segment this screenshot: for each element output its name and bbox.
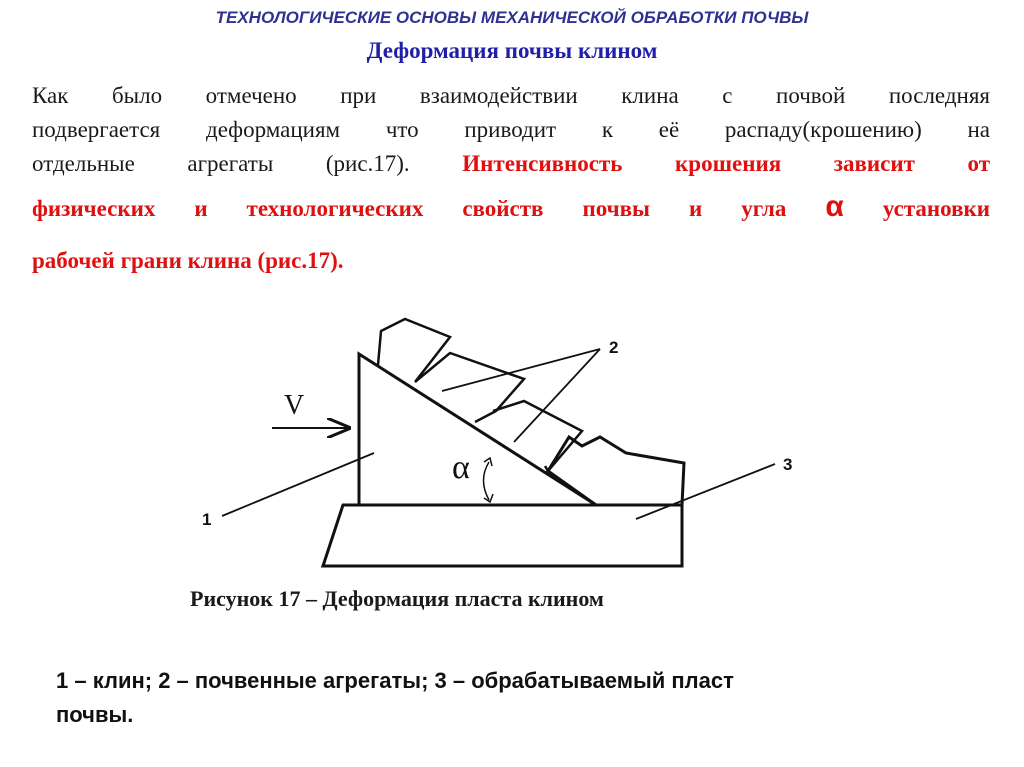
legend-line-1: 1 – клин; 2 – почвенные агрегаты; 3 – обрабатываемый пласт [56, 668, 734, 693]
slide-header: ТЕХНОЛОГИЧЕСКИЕ ОСНОВЫ МЕХАНИЧЕСКОЙ ОБРАБОТКИ ПОЧВЫ [215, 8, 809, 27]
leader-line-2a [442, 349, 600, 391]
angle-arc [484, 462, 490, 500]
figure-label-3: 3 [783, 455, 793, 474]
emphasis-text: установки [882, 196, 991, 221]
paragraph-line-2: подвергается деформациям что приводит к её распаду(крошению) на [32, 117, 990, 142]
soil-layer-base [323, 505, 682, 566]
figure-caption: Рисунок 17 – Деформация пласта клином [190, 586, 604, 611]
paragraph-plain-text: отдельные агрегаты (рис.17). [32, 151, 410, 176]
figure-label-2: 2 [609, 338, 619, 357]
emphasis-text: рабочей грани клина (рис.17). [32, 248, 344, 273]
emphasis-text: физических и технологических свойств почвы и угла [32, 196, 787, 221]
angle-label: α [452, 449, 470, 486]
soil-aggregate-2 [415, 353, 524, 422]
paragraph-line-1: Как было отмечено при взаимодействии клина с почвой последняя [32, 83, 990, 108]
figure-label-1: 1 [202, 510, 212, 529]
leader-line-2b [514, 349, 600, 442]
slide-subtitle: Деформация почвы клином [366, 38, 658, 63]
velocity-label: V [284, 390, 305, 421]
emphasis-text: Интенсивность крошения зависит от [462, 151, 990, 176]
leader-line-1 [222, 453, 374, 516]
wedge-outline [359, 354, 596, 505]
alpha-symbol: α [825, 190, 844, 223]
leader-line-3 [636, 464, 775, 519]
legend-line-2: почвы. [56, 702, 134, 727]
